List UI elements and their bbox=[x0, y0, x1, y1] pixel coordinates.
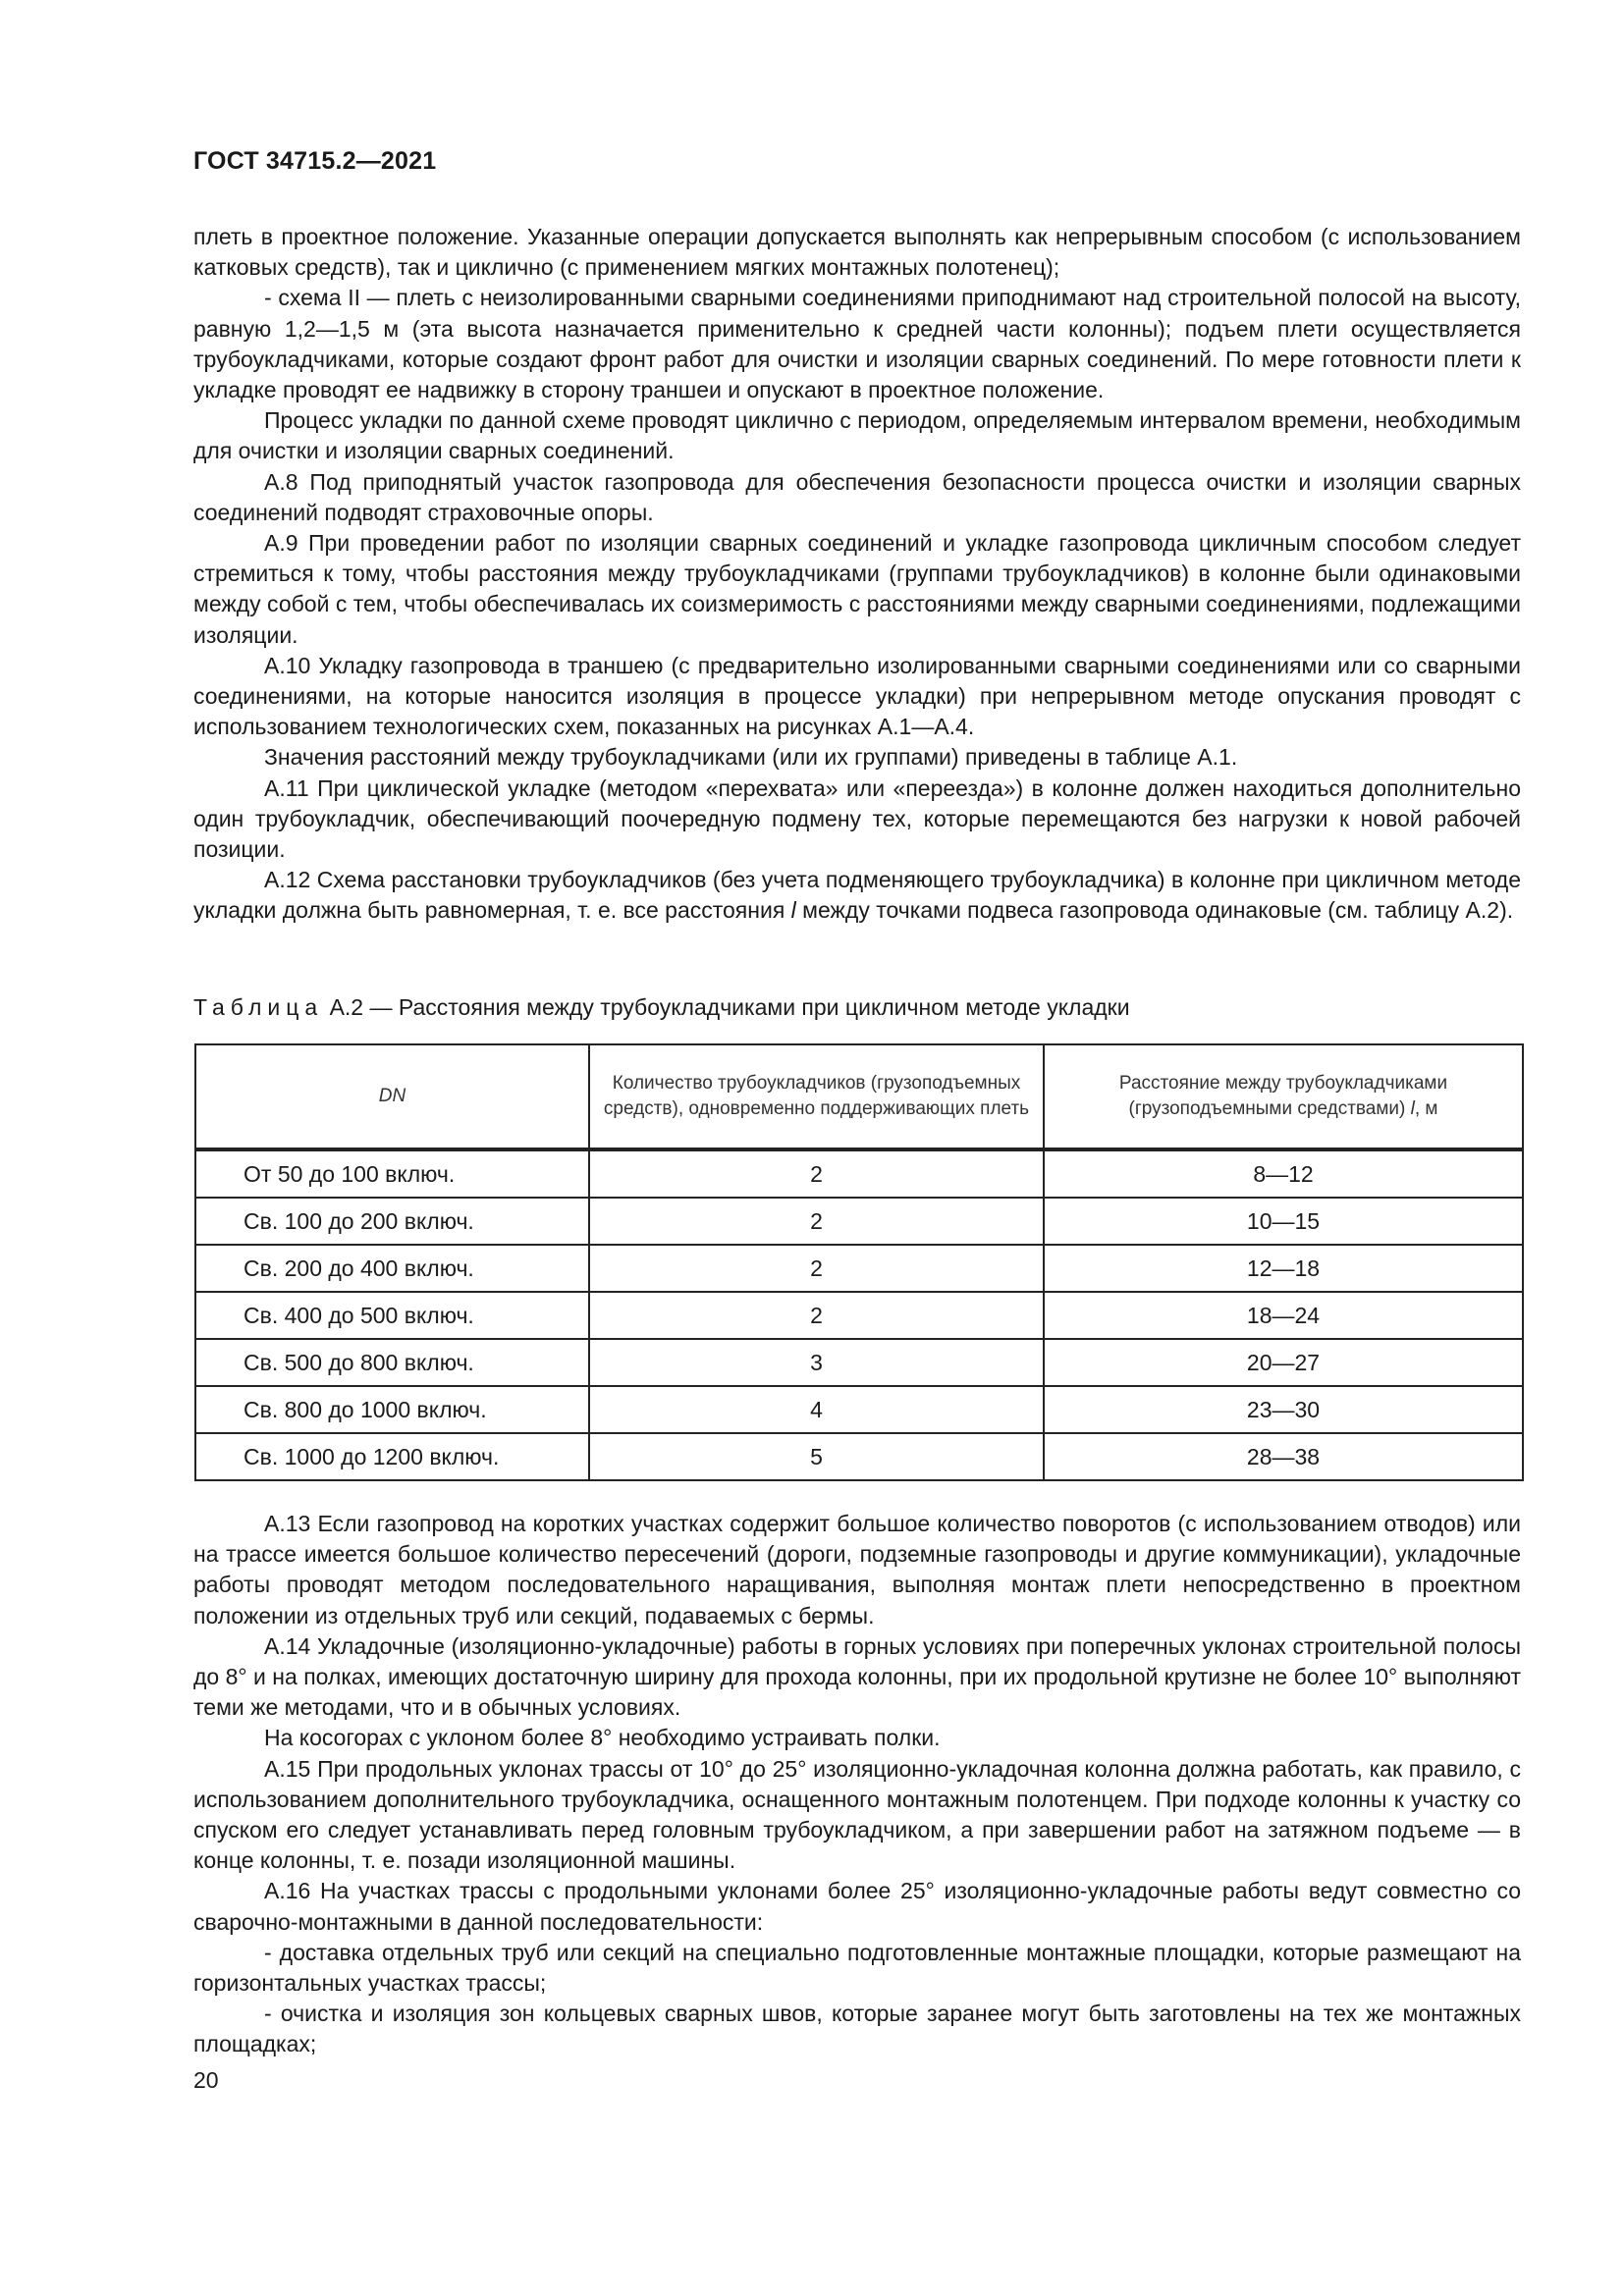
cell-dn: Св. 100 до 200 включ. bbox=[195, 1198, 589, 1245]
paragraph: - доставка отдельных труб или секций на специально подготовленные монтажные площадки, которые размещают на горизонтальных участках трассы; bbox=[193, 1939, 1521, 1997]
cell-count: 2 bbox=[589, 1198, 1044, 1245]
cell-dn: Св. 1000 до 1200 включ. bbox=[195, 1433, 589, 1480]
table-caption bbox=[193, 994, 1130, 1021]
cell-distance: 10—15 bbox=[1044, 1198, 1523, 1245]
header-dn: DN bbox=[195, 1044, 589, 1149]
body-text-bottom bbox=[193, 1509, 1521, 2060]
table-row bbox=[195, 1149, 1523, 1198]
cell-distance: 23—30 bbox=[1044, 1386, 1523, 1433]
cell-count: 5 bbox=[589, 1433, 1044, 1480]
paragraph: плеть в проектное положение. Указанные операции допускается выполнять как непрерывным способом (с использованием катковых средств), так и циклично (с применением мягких монтажных полотенец); bbox=[193, 224, 1521, 281]
paragraph: - схема II — плеть с неизолированными сварными соединениями приподнимают над строительной полосой на высоту, равную 1,2—1,5 м (эта высота назначается применительно к средней части колонны); подъем плети осуществляется трубоукладчиками, которые создают фронт работ для очистки и изоляции сварных соединений. По мере готовности плети к укладке проводят ее надвижку в сторону траншеи и опускают в проектное положение. bbox=[193, 285, 1521, 403]
paragraph: А.15 При продольных уклонах трассы от 10° до 25° изоляционно-укладочная колонна должна работать, как правило, с использованием дополнительного трубоукладчика, оснащенного монтажным полотенцем. При подходе колонны к участку со спуском его следует устанавливать перед головным трубоукладчиком, а при завершении работ на затяжном подъеме — в конце колонны, т. е. позади изоляционной машины. bbox=[193, 1755, 1521, 1874]
table-row bbox=[195, 1292, 1523, 1339]
cell-count: 2 bbox=[589, 1245, 1044, 1292]
paragraph: Значения расстояний между трубоукладчиками (или их группами) приведены в таблице А.1. bbox=[264, 744, 1238, 771]
spacing-table bbox=[194, 1043, 1524, 1481]
body-text-top bbox=[193, 222, 1521, 927]
table-row bbox=[195, 1245, 1523, 1292]
cell-distance: 20—27 bbox=[1044, 1339, 1523, 1386]
paragraph: А.13 Если газопровод на коротких участках содержит большое количество поворотов (с использованием отводов) или на трассе имеется большое количество пересечений (дороги, подземные газопроводы и другие коммуникации), укладочные работы проводят методом последовательного наращивания, выполняя монтаж плети непосредственно в проектном положении из отдельных труб или секций, подаваемых с бермы. bbox=[193, 1511, 1521, 1629]
table-row bbox=[195, 1339, 1523, 1386]
cell-distance: 18—24 bbox=[1044, 1292, 1523, 1339]
paragraph: А.11 При циклической укладке (методом «перехвата» или «переезда») в колонне должен находиться дополнительно один трубоукладчик, обеспечивающий поочередную подмену тех, которые перемещаются без нагрузки к новой рабочей позиции. bbox=[193, 774, 1521, 863]
paragraph: - очистка и изоляция зон кольцевых сварных швов, которые заранее могут быть заготовлены на тех же монтажных площадках; bbox=[193, 2001, 1521, 2057]
page-number: 20 bbox=[193, 2067, 219, 2093]
paragraph: А.16 На участках трассы с продольными уклонами более 25° изоляционно-укладочные работы ведут совместно со сварочно-монтажными в данной последовательности: bbox=[193, 1878, 1521, 1935]
cell-dn: Св. 800 до 1000 включ. bbox=[195, 1386, 589, 1433]
table-caption-text: А.2 — Расстояния между трубоукладчиками при цикличном методе укладки bbox=[323, 994, 1130, 1020]
header-count: Количество трубоукладчиков (грузоподъемных средств), одновременно поддерживающих плеть bbox=[589, 1044, 1044, 1149]
cell-count: 2 bbox=[589, 1149, 1044, 1198]
cell-distance: 28—38 bbox=[1044, 1433, 1523, 1480]
cell-dn: Св. 500 до 800 включ. bbox=[195, 1339, 589, 1386]
cell-dn: От 50 до 100 включ. bbox=[195, 1149, 589, 1198]
paragraph: А.8 Под приподнятый участок газопровода для обеспечения безопасности процесса очистки и изоляции сварных соединений подводят страховочные опоры. bbox=[193, 468, 1521, 525]
paragraph: А.10 Укладку газопровода в траншею (с предварительно изолированными сварными соединениями или со сварными соединениями, на которые наносится изоляция в процессе укладки) при непрерывном методе опускания проводят с использованием технологических схем, показанных на рисунках А.1—А.4. bbox=[193, 652, 1521, 740]
table-row bbox=[195, 1198, 1523, 1245]
cell-distance: 8—12 bbox=[1044, 1149, 1523, 1198]
paragraph: На косогорах с уклоном более 8° необходимо устраивать полки. bbox=[264, 1725, 941, 1751]
cell-count: 3 bbox=[589, 1339, 1044, 1386]
table-caption-prefix: Таблица bbox=[193, 994, 324, 1020]
paragraph: Процесс укладки по данной схеме проводят циклично с периодом, определяемым интервалом времени, необходимым для очистки и изоляции сварных соединений. bbox=[193, 407, 1521, 464]
document-header: ГОСТ 34715.2—2021 bbox=[193, 147, 437, 175]
symbol-l: l bbox=[790, 897, 796, 924]
table-header-row bbox=[195, 1044, 1523, 1149]
table-row bbox=[195, 1386, 1523, 1433]
cell-count: 4 bbox=[589, 1386, 1044, 1433]
cell-dn: Св. 200 до 400 включ. bbox=[195, 1245, 589, 1292]
paragraph: А.9 При проведении работ по изоляции сварных соединений и укладке газопровода цикличным способом следует стремиться к тому, чтобы расстояния между трубоукладчиками (группами трубоукладчиков) в колонне были одинаковыми между собой с тем, чтобы обеспечивалась их соизмеримость с расстояниями между сварными соединениями, подлежащими изоляции. bbox=[193, 530, 1521, 648]
cell-dn: Св. 400 до 500 включ. bbox=[195, 1292, 589, 1339]
table-row bbox=[195, 1433, 1523, 1480]
header-distance: Расстояние между трубоукладчиками (грузоподъемными средствами) l, м bbox=[1044, 1044, 1523, 1149]
cell-distance: 12—18 bbox=[1044, 1245, 1523, 1292]
cell-count: 2 bbox=[589, 1292, 1044, 1339]
paragraph-a12: А.12 Схема расстановки трубоукладчиков (без учета подменяющего трубоукладчика) в колонне при цикличном методе укладки должна быть равномерная, т. е. все расстояния l между точками подвеса газопровода одинаковые (см. таблицу А.2). bbox=[193, 867, 1521, 924]
paragraph: А.14 Укладочные (изоляционно-укладочные) работы в горных условиях при поперечных уклонах строительной полосы до 8° и на полках, имеющих достаточную ширину для прохода колонны, при их продольной крутизне не более 10° выполняют теми же методами, что и в обычных условиях. bbox=[193, 1632, 1521, 1721]
